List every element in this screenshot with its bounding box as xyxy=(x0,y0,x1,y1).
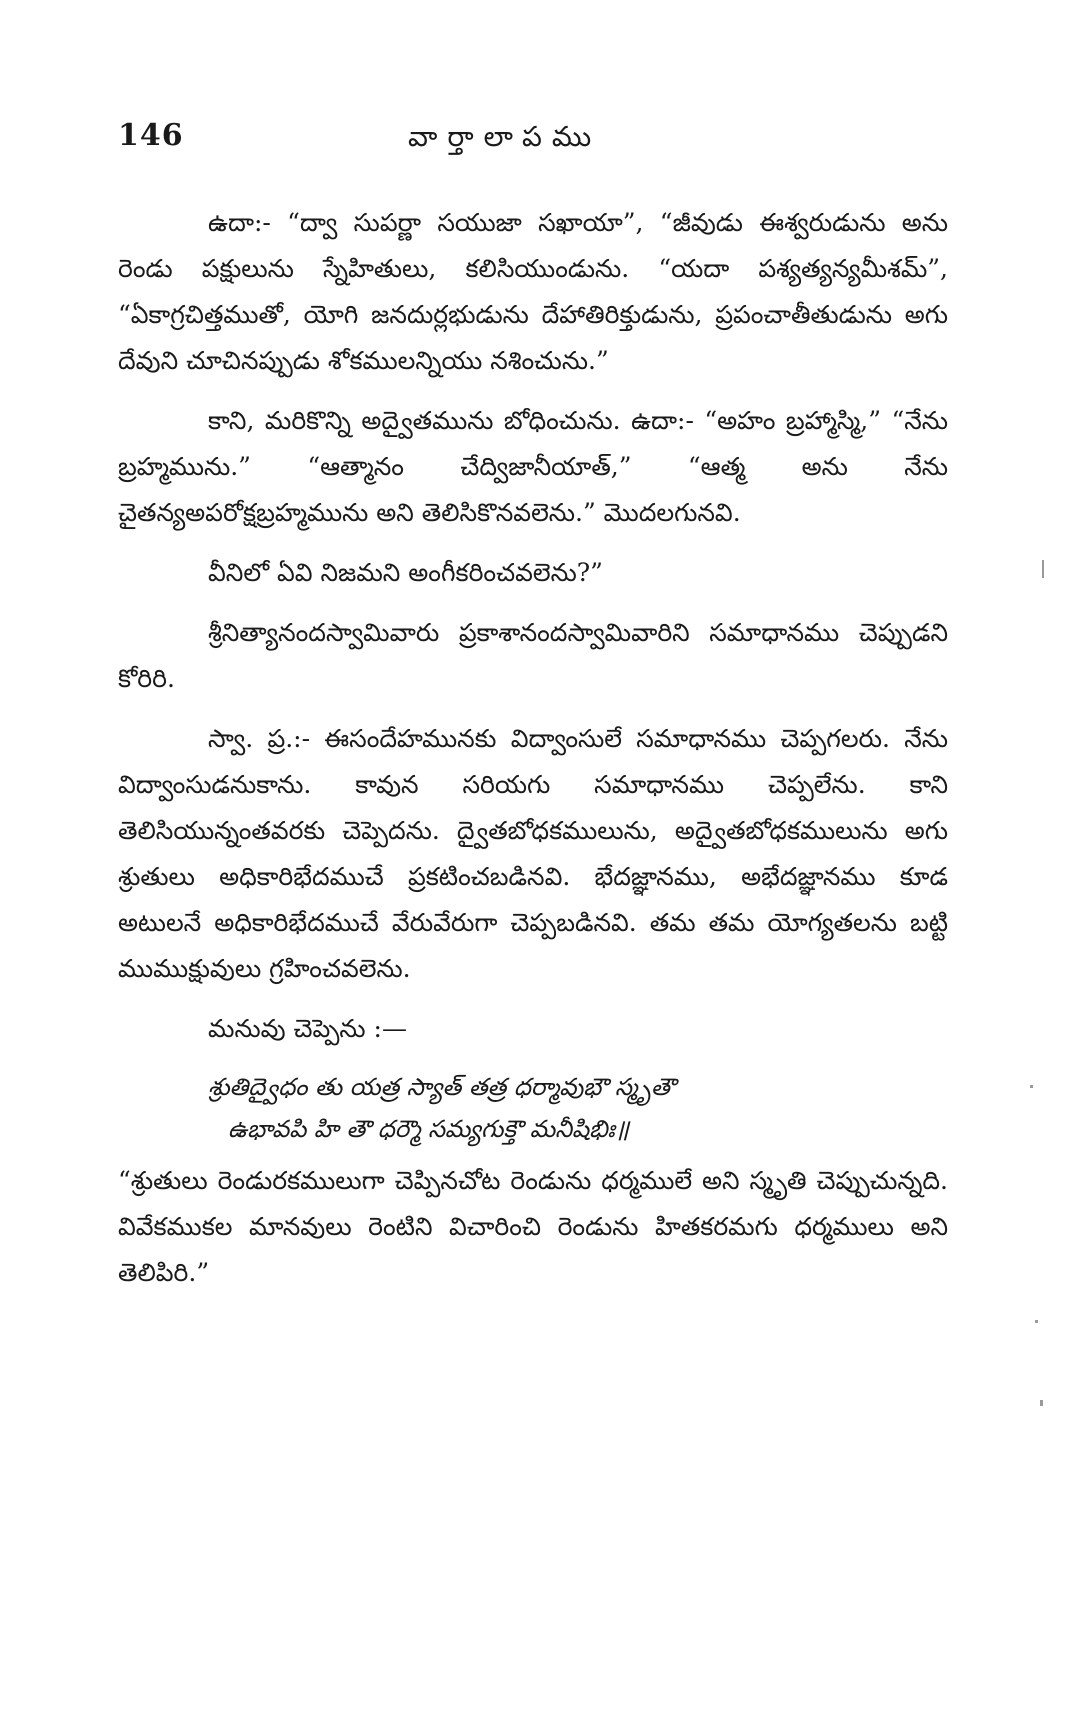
scan-speck xyxy=(1030,1085,1033,1088)
sanskrit-verse xyxy=(118,1066,948,1150)
paragraph-6: మనువు చెప్పెను :— xyxy=(208,1014,407,1043)
verse-line-2: ఉభావపి హి తౌ ధర్మౌ సమ్యగుక్తౌ మనీషిభిః॥ xyxy=(228,1115,630,1143)
page-number: 146 xyxy=(118,118,184,153)
paragraph-3: వీనిలో ఏవి నిజమని అంగీకరించవలెను?” xyxy=(208,558,603,587)
paragraph-4: శ్రీనిత్యానందస్వామివారు ప్రకాశానందస్వామివారిని సమాధానము చెప్పుడని కోరిరి. xyxy=(118,618,948,693)
scan-speck xyxy=(1042,560,1044,578)
verse-line-1: శ్రుతిద్వైధం తు యత్ర స్యాత్ తత్ర ధర్మావుభౌ స్మృతౌ xyxy=(208,1073,675,1101)
paragraph-1: ఉదా:- “ద్వా సుపర్ణా సయుజా సఖాయా”, “జీవుడు ఈశ్వరుడును అను రెండు పక్షులును స్నేహితులు, కలిసియుండును. “యదా పశ్యత్యన్యమీశమ్”, “ఏకాగ్రచిత్తముతో, యోగి జనదుర్లభుడును దేహాతిరిక్తుడును, ప్రపంచాతీతుడును అగు దేవుని చూచినప్పుడు శోకములన్నియు నశించును.” xyxy=(118,208,948,375)
paragraph-5: స్వా. ప్ర.:- ఈసందేహమునకు విద్వాంసులే సమాధానము చెప్పగలరు. నేను విద్వాంసుడనుకాను. కావున సరియగు సమాధానము చెప్పలేను. కాని తెలిసియున్నంతవరకు చెప్పెదను. ద్వైతబోధకములును, అద్వైతబోధకములును అగు శ్రుతులు అధికారిభేదముచే ప్రకటించబడినవి. భేదజ్ఞానము, అభేదజ్ఞానము కూడ అటులనే అధికారిభేదముచే వేరువేరుగా చెప్పబడినవి. తమ తమ యోగ్యతలను బట్టి ముముక్షువులు గ్రహించవలెను. xyxy=(118,724,948,983)
paragraph-2: కాని, మరికొన్ని అద్వైతమును బోధించును. ఉదా:- “అహం బ్రహ్మాస్మి,” “నేను బ్రహ్మమును.” “ఆత్మానం చేద్విజానీయాత్,” “ఆత్మ అను నేను చైతన్యఅపరోక్షబ్రహ్మమును అని తెలిసికొనవలెను.” మొదలగునవి. xyxy=(118,406,948,527)
running-title: వార్తాలాపము xyxy=(408,120,602,153)
page-header xyxy=(118,118,948,168)
scan-speck xyxy=(1035,1320,1038,1323)
closing-paragraph: “శ్రుతులు రెండురకములుగా చెప్పినచోట రెండును ధర్మములే అని స్మృతి చెప్పుచున్నది. వివేకముకల మానవులు రెంటిని విచారించి రెండును హితకరమగు ధర్మములు అని తెలిపిరి.” xyxy=(118,1166,948,1287)
scan-speck xyxy=(1040,1400,1043,1406)
body-text xyxy=(118,200,948,1310)
